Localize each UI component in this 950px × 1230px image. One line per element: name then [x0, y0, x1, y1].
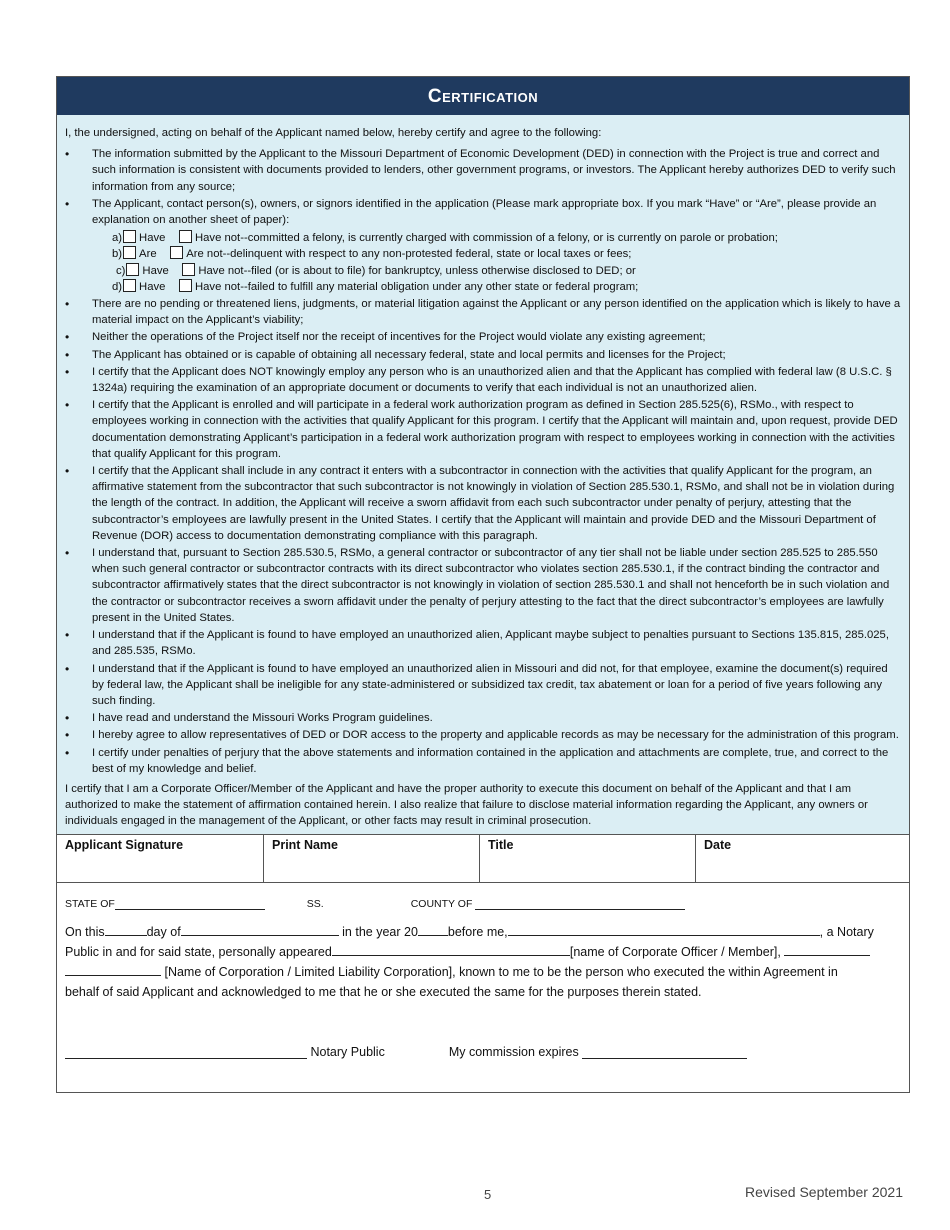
- notary-name-blank[interactable]: [508, 923, 820, 936]
- certification-list: [65, 146, 901, 777]
- have-checkbox-d[interactable]: [123, 279, 136, 292]
- notary-section: [57, 897, 909, 1059]
- before-me-label: before me,: [447, 924, 508, 939]
- state-of-label: STATE OF: [65, 897, 115, 910]
- closing-statement: I certify that I am a Corporate Officer/Member of the Applicant and have the proper authority to execute this document on behalf of the Applicant and that I am authorized to make the statement of affirmation contained herein. I also realize that failure to disclose material information regarding the Applicant, any owners or individuals engaged in the management of the Applicant, or other facts may result in criminal prosecution.: [65, 782, 868, 828]
- print-name-field[interactable]: [264, 835, 480, 882]
- certification-body: [57, 115, 909, 834]
- list-item: • The information submitted by the Applicant to the Missouri Department of Economic Development (DED) in connection with the Project is true and correct and such information is consistent with documents provided to lenders, other government programs, or investors. The Applicant hereby authorizes DED to verify such information from any source;: [65, 146, 901, 195]
- have-checkbox-c[interactable]: [126, 263, 139, 276]
- list-item: • The Applicant has obtained or is capable of obtaining all necessary federal, state and local permits and licenses for the Project;: [65, 347, 901, 363]
- list-item: [65, 196, 901, 295]
- on-this-label: On this: [65, 924, 105, 939]
- list-item: • I certify under penalties of perjury that the above statements and information contained in the application and attachments are complete, true, and correct to the best of my knowledge and belief.: [65, 745, 901, 777]
- option-row-b: [92, 246, 901, 262]
- list-item: • Neither the operations of the Project itself nor the receipt of incentives for the Project would violate any existing agreement;: [65, 329, 901, 345]
- disclosure-options: [92, 230, 901, 295]
- day-of-label: day of: [146, 924, 181, 939]
- option-row-c: [92, 263, 901, 279]
- notary-line-1: [65, 922, 901, 942]
- list-item: • I understand that, pursuant to Section 285.530.5, RSMo, a general contractor or subcontractor of any tier shall not be liable under section 285.525 to 285.550 when such general contractor or subcontractor contracts with its direct subcontractor who violates section 285.530.1, if the contract binding the contractor and subcontractor affirmatively states that the direct subcontractor is not knowingly in violation of section 285.530.1 and shall not henceforth be in such violation and the contractor or subcontractor receives a sworn affidavit under the penalty of perjury attesting to the fact that the direct subcontractor’s employees are lawfully present in the United States.: [65, 545, 901, 626]
- have-checkbox-a[interactable]: [123, 230, 136, 243]
- county-blank[interactable]: [475, 897, 685, 910]
- a-notary-label: , a Notary: [819, 924, 874, 939]
- title-field[interactable]: [480, 835, 696, 882]
- option-label: Are: [139, 248, 157, 261]
- option-label: Are not--delinquent with respect to any non-protested federal, state or local taxes or fees;: [186, 248, 632, 261]
- notary-public-label: Notary Public: [310, 1044, 385, 1059]
- list-item: • I understand that if the Applicant is found to have employed an unauthorized alien, Applicant maybe subject to penalties pursuant to Sections 135.815, 285.025, and 285.535, RSMo.: [65, 627, 901, 659]
- option-row-d: [92, 279, 901, 295]
- notary-line-2: [65, 942, 901, 962]
- corp-label: [Name of Corporation / Limited Liability Corporation], known to me to be the person who executed the within Agreement in: [164, 964, 838, 979]
- list-item: • I certify that the Applicant is enrolled and will participate in a federal work authorization program as defined in Section 285.525(6), RSMo., with respect to employees working in connection with the activities that qualify Applicant for this program. I certify that the Applicant will maintain and, upon request, provide DED documentation demonstrating Applicant’s participation in a federal work authorization program with respect to employees working in connection with the activities that qualify Applicant for this program.: [65, 397, 901, 462]
- day-blank[interactable]: [105, 923, 147, 936]
- field-label: Date: [704, 837, 732, 852]
- notary-signature-blank[interactable]: [65, 1046, 307, 1059]
- notary-line-3: [65, 962, 901, 982]
- list-item: • I certify that the Applicant shall include in any contract it enters with a subcontractor in connection with the activities that qualify Applicant for the program, an affirmative statement from the subcontractor that such subcontractor is not knowingly in violation of Section 285.530.1, RSMo, and shall not be in violation during the length of the contract. In addition, the Applicant will receive a sworn affidavit from each such subcontractor under penalty of perjury, attesting that the subcontractor’s employees are lawfully present in the United States. I certify that the Applicant will maintain and provide DED and the Missouri Department of Revenue (DOR) access to documentation demonstrating compliance with this paragraph.: [65, 463, 901, 544]
- year-label: in the year 20: [342, 924, 418, 939]
- commission-label: My commission expires: [448, 1044, 579, 1059]
- intro-text: I, the undersigned, acting on behalf of the Applicant named below, hereby certify and agree to the following:: [65, 127, 602, 139]
- month-blank[interactable]: [181, 923, 339, 936]
- option-label: Have not--filed (or is about to file) for bankruptcy, unless otherwise disclosed to DED; or: [198, 264, 636, 277]
- field-label: Title: [488, 837, 514, 852]
- ss-label: SS.: [306, 897, 324, 910]
- option-label: Have not--committed a felony, is currently charged with commission of a felony, or is currently on parole or probation;: [194, 232, 778, 245]
- officer-name-blank[interactable]: [332, 943, 570, 956]
- corp-name-blank-a[interactable]: [784, 943, 870, 956]
- option-letter: c): [116, 264, 126, 277]
- signature-row: [57, 834, 909, 883]
- option-row-a: [92, 230, 901, 246]
- are-checkbox-b[interactable]: [123, 246, 136, 259]
- county-of-label: COUNTY OF: [410, 897, 473, 910]
- applicant-signature-field[interactable]: [57, 835, 264, 882]
- commission-blank[interactable]: [582, 1046, 747, 1059]
- list-item: • I certify that the Applicant does NOT knowingly employ any person who is an unauthorized alien and that the Applicant has complied with federal law (8 U.S.C. § 1324a) requiring the examination of an appropriate document or documents to verify that each individual is not an unauthorized alien.: [65, 364, 901, 396]
- list-item: • There are no pending or threatened liens, judgments, or material litigation against the Applicant or any person identified on the application which is likely to have a material impact on the Applicant’s viability;: [65, 296, 901, 328]
- state-county-line: [65, 897, 901, 910]
- option-label: Have: [139, 280, 166, 293]
- field-label: Applicant Signature: [65, 837, 184, 852]
- list-item: • I have read and understand the Missouri Works Program guidelines.: [65, 710, 901, 726]
- option-letter: d): [112, 280, 123, 293]
- notary-acknowledgment: [65, 922, 901, 1002]
- state-blank[interactable]: [115, 897, 265, 910]
- certification-form: [56, 76, 910, 1093]
- page-number: 5: [484, 1187, 492, 1202]
- option-letter: b): [112, 248, 123, 261]
- option-label: Have: [139, 232, 166, 245]
- list-item-text: The Applicant, contact person(s), owners, or signors identified in the application (Please mark appropriate box. If you mark “Have” or “Are”, please provide an explanation on another sheet of paper):: [92, 197, 877, 227]
- list-item: • I hereby agree to allow representatives of DED or DOR access to the property and applicable records as may be necessary for the administration of this program.: [65, 727, 901, 743]
- year-blank[interactable]: [418, 923, 448, 936]
- officer-label: [name of Corporate Officer / Member],: [569, 944, 781, 959]
- option-label: Have not--failed to fulfill any material obligation under any other state or federal program;: [194, 280, 639, 293]
- revised-date: Revised September 2021: [745, 1184, 903, 1200]
- have-not-checkbox-d[interactable]: [179, 279, 192, 292]
- notary-line-4: behalf of said Applicant and acknowledged to me that he or she executed the same for the purposes therein stated.: [65, 984, 702, 999]
- option-letter: a): [112, 232, 123, 245]
- notary-signature-line: [65, 1045, 901, 1059]
- option-label: Have: [142, 264, 169, 277]
- corp-name-blank-b[interactable]: [65, 963, 161, 976]
- section-header: [57, 77, 909, 115]
- are-not-checkbox-b[interactable]: [170, 246, 183, 259]
- date-field[interactable]: [696, 835, 909, 882]
- section-title: Certification: [427, 86, 539, 107]
- have-not-checkbox-c[interactable]: [182, 263, 195, 276]
- have-not-checkbox-a[interactable]: [179, 230, 192, 243]
- list-item: • I understand that if the Applicant is found to have employed an unauthorized alien in Missouri and did not, for that employee, examine the document(s) required by federal law, the Applicant shall be ineligible for any state-administered or subsidized tax credit, tax abatement or loan for a period of five years following any such finding.: [65, 661, 901, 710]
- field-label: Print Name: [272, 837, 338, 852]
- public-in-label: Public in and for said state, personally appeared: [65, 944, 332, 959]
